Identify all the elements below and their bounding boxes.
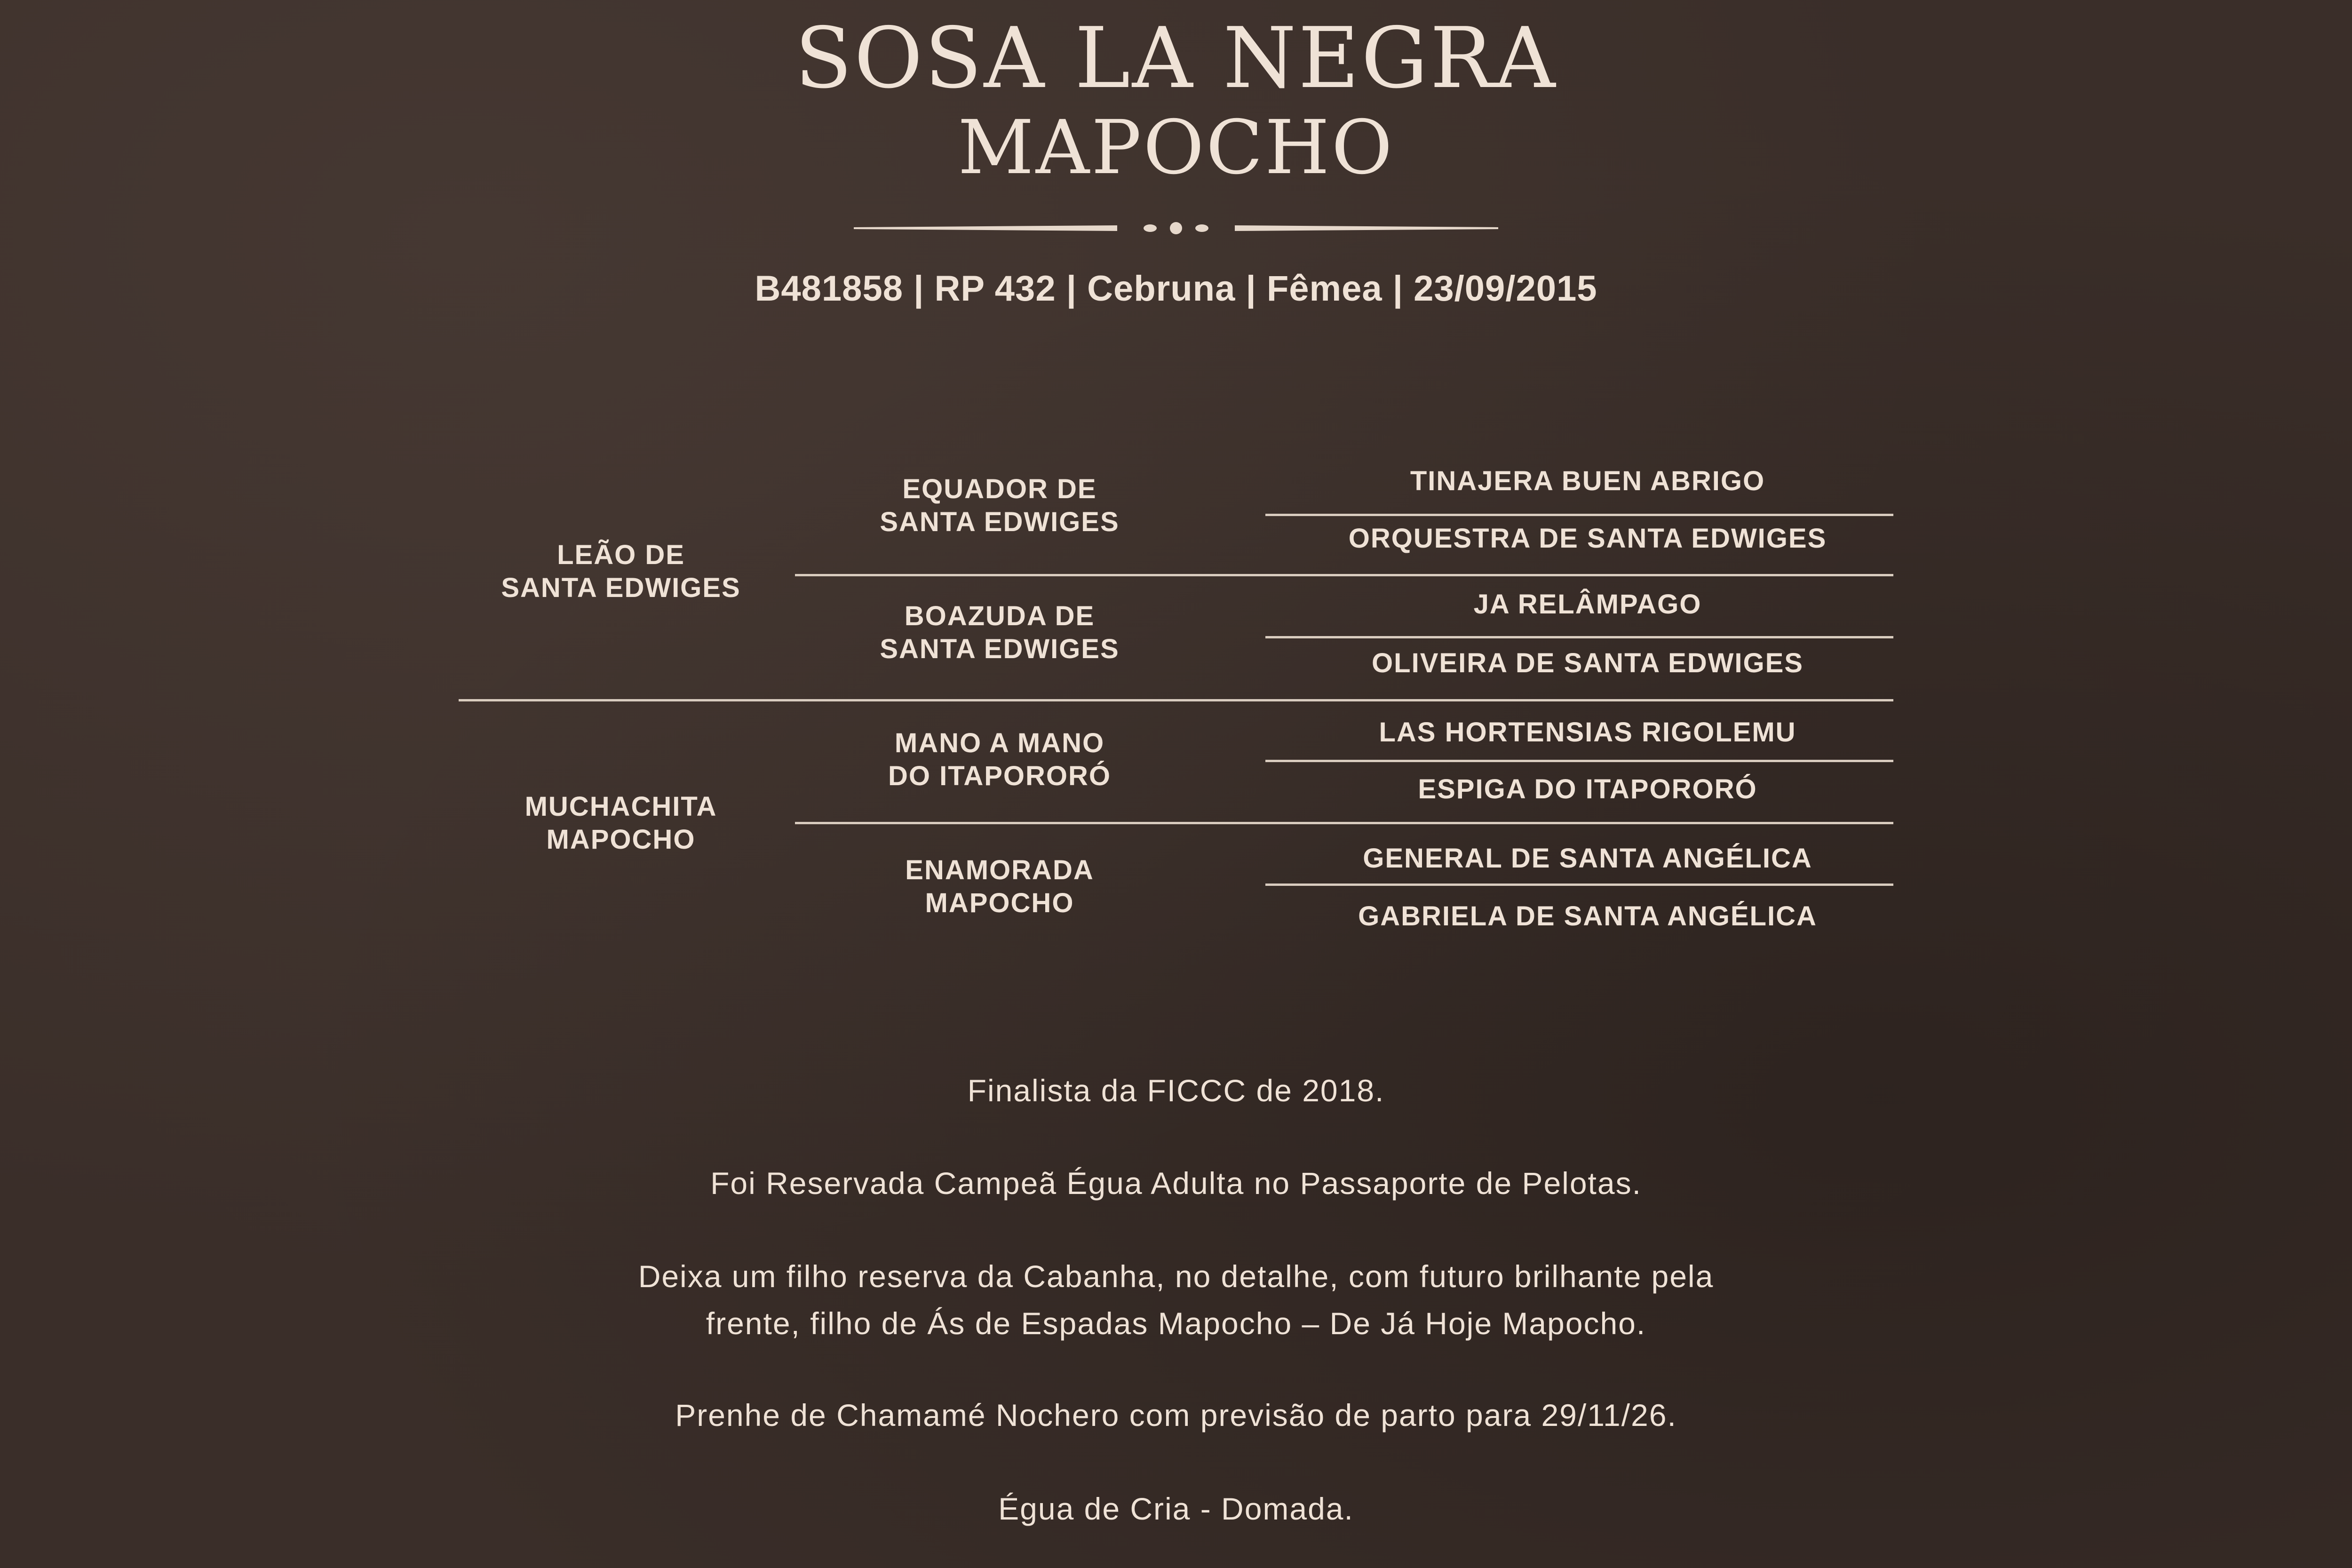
pedigree-grandsire-maternal: MANO A MANO DO ITAPORORÓ [888, 728, 1112, 791]
horse-name-suffix: MAPOCHO [958, 104, 1394, 191]
pedigree-great-grandparent: JA RELÂMPAGO [1473, 589, 1702, 620]
pedigree-great-grandparent: ORQUESTRA DE SANTA EDWIGES [1348, 523, 1827, 554]
pedigree-divider [1265, 760, 1893, 762]
pedigree-granddam-maternal: ENAMORADA MAPOCHO [905, 855, 1094, 918]
pedigree-dam: MUCHACHITA MAPOCHO [524, 791, 717, 855]
pedigree-divider [1265, 883, 1893, 886]
description-paragraph: Égua de Cria - Domada. [998, 1491, 1354, 1526]
pedigree-great-grandparent: TINAJERA BUEN ABRIGO [1410, 466, 1765, 496]
pedigree-divider [1265, 636, 1893, 638]
pedigree-great-grandparent: GENERAL DE SANTA ANGÉLICA [1363, 843, 1812, 874]
description-paragraph: Prenhe de Chamamé Nochero com previsão de parto para 29/11/26. [675, 1398, 1677, 1433]
pedigree-great-grandparent: OLIVEIRA DE SANTA EDWIGES [1372, 648, 1804, 678]
pedigree-granddam-paternal: BOAZUDA DE SANTA EDWIGES [880, 601, 1120, 664]
pedigree-divider [459, 699, 1893, 701]
pedigree-divider [795, 574, 1893, 576]
registration-info: B481858 | RP 432 | Cebruna | Fêmea | 23/09/2015 [755, 269, 1597, 309]
description-paragraph: Deixa um filho reserva da Cabanha, no detalhe, com futuro brilhante pela [638, 1259, 1714, 1294]
description-paragraph: Finalista da FICCC de 2018. [967, 1073, 1385, 1108]
description-paragraph: frente, filho de Ás de Espadas Mapocho – De Já Hoje Mapocho. [706, 1306, 1646, 1341]
horse-name: SOSA LA NEGRA [795, 9, 1557, 107]
pedigree-grandsire-paternal: EQUADOR DE SANTA EDWIGES [880, 474, 1120, 537]
pedigree-great-grandparent: LAS HORTENSIAS RIGOLEMU [1379, 717, 1796, 748]
pedigree-great-grandparent: ESPIGA DO ITAPORORÓ [1418, 774, 1757, 804]
pedigree-divider [1265, 514, 1893, 516]
pedigree-great-grandparent: GABRIELA DE SANTA ANGÉLICA [1358, 901, 1817, 931]
pedigree-divider [795, 822, 1893, 824]
description-paragraph: Foi Reservada Campeã Égua Adulta no Passaporte de Pelotas. [710, 1166, 1642, 1201]
pedigree-sire: LEÃO DE SANTA EDWIGES [501, 540, 741, 603]
ornamental-divider [854, 219, 1498, 238]
